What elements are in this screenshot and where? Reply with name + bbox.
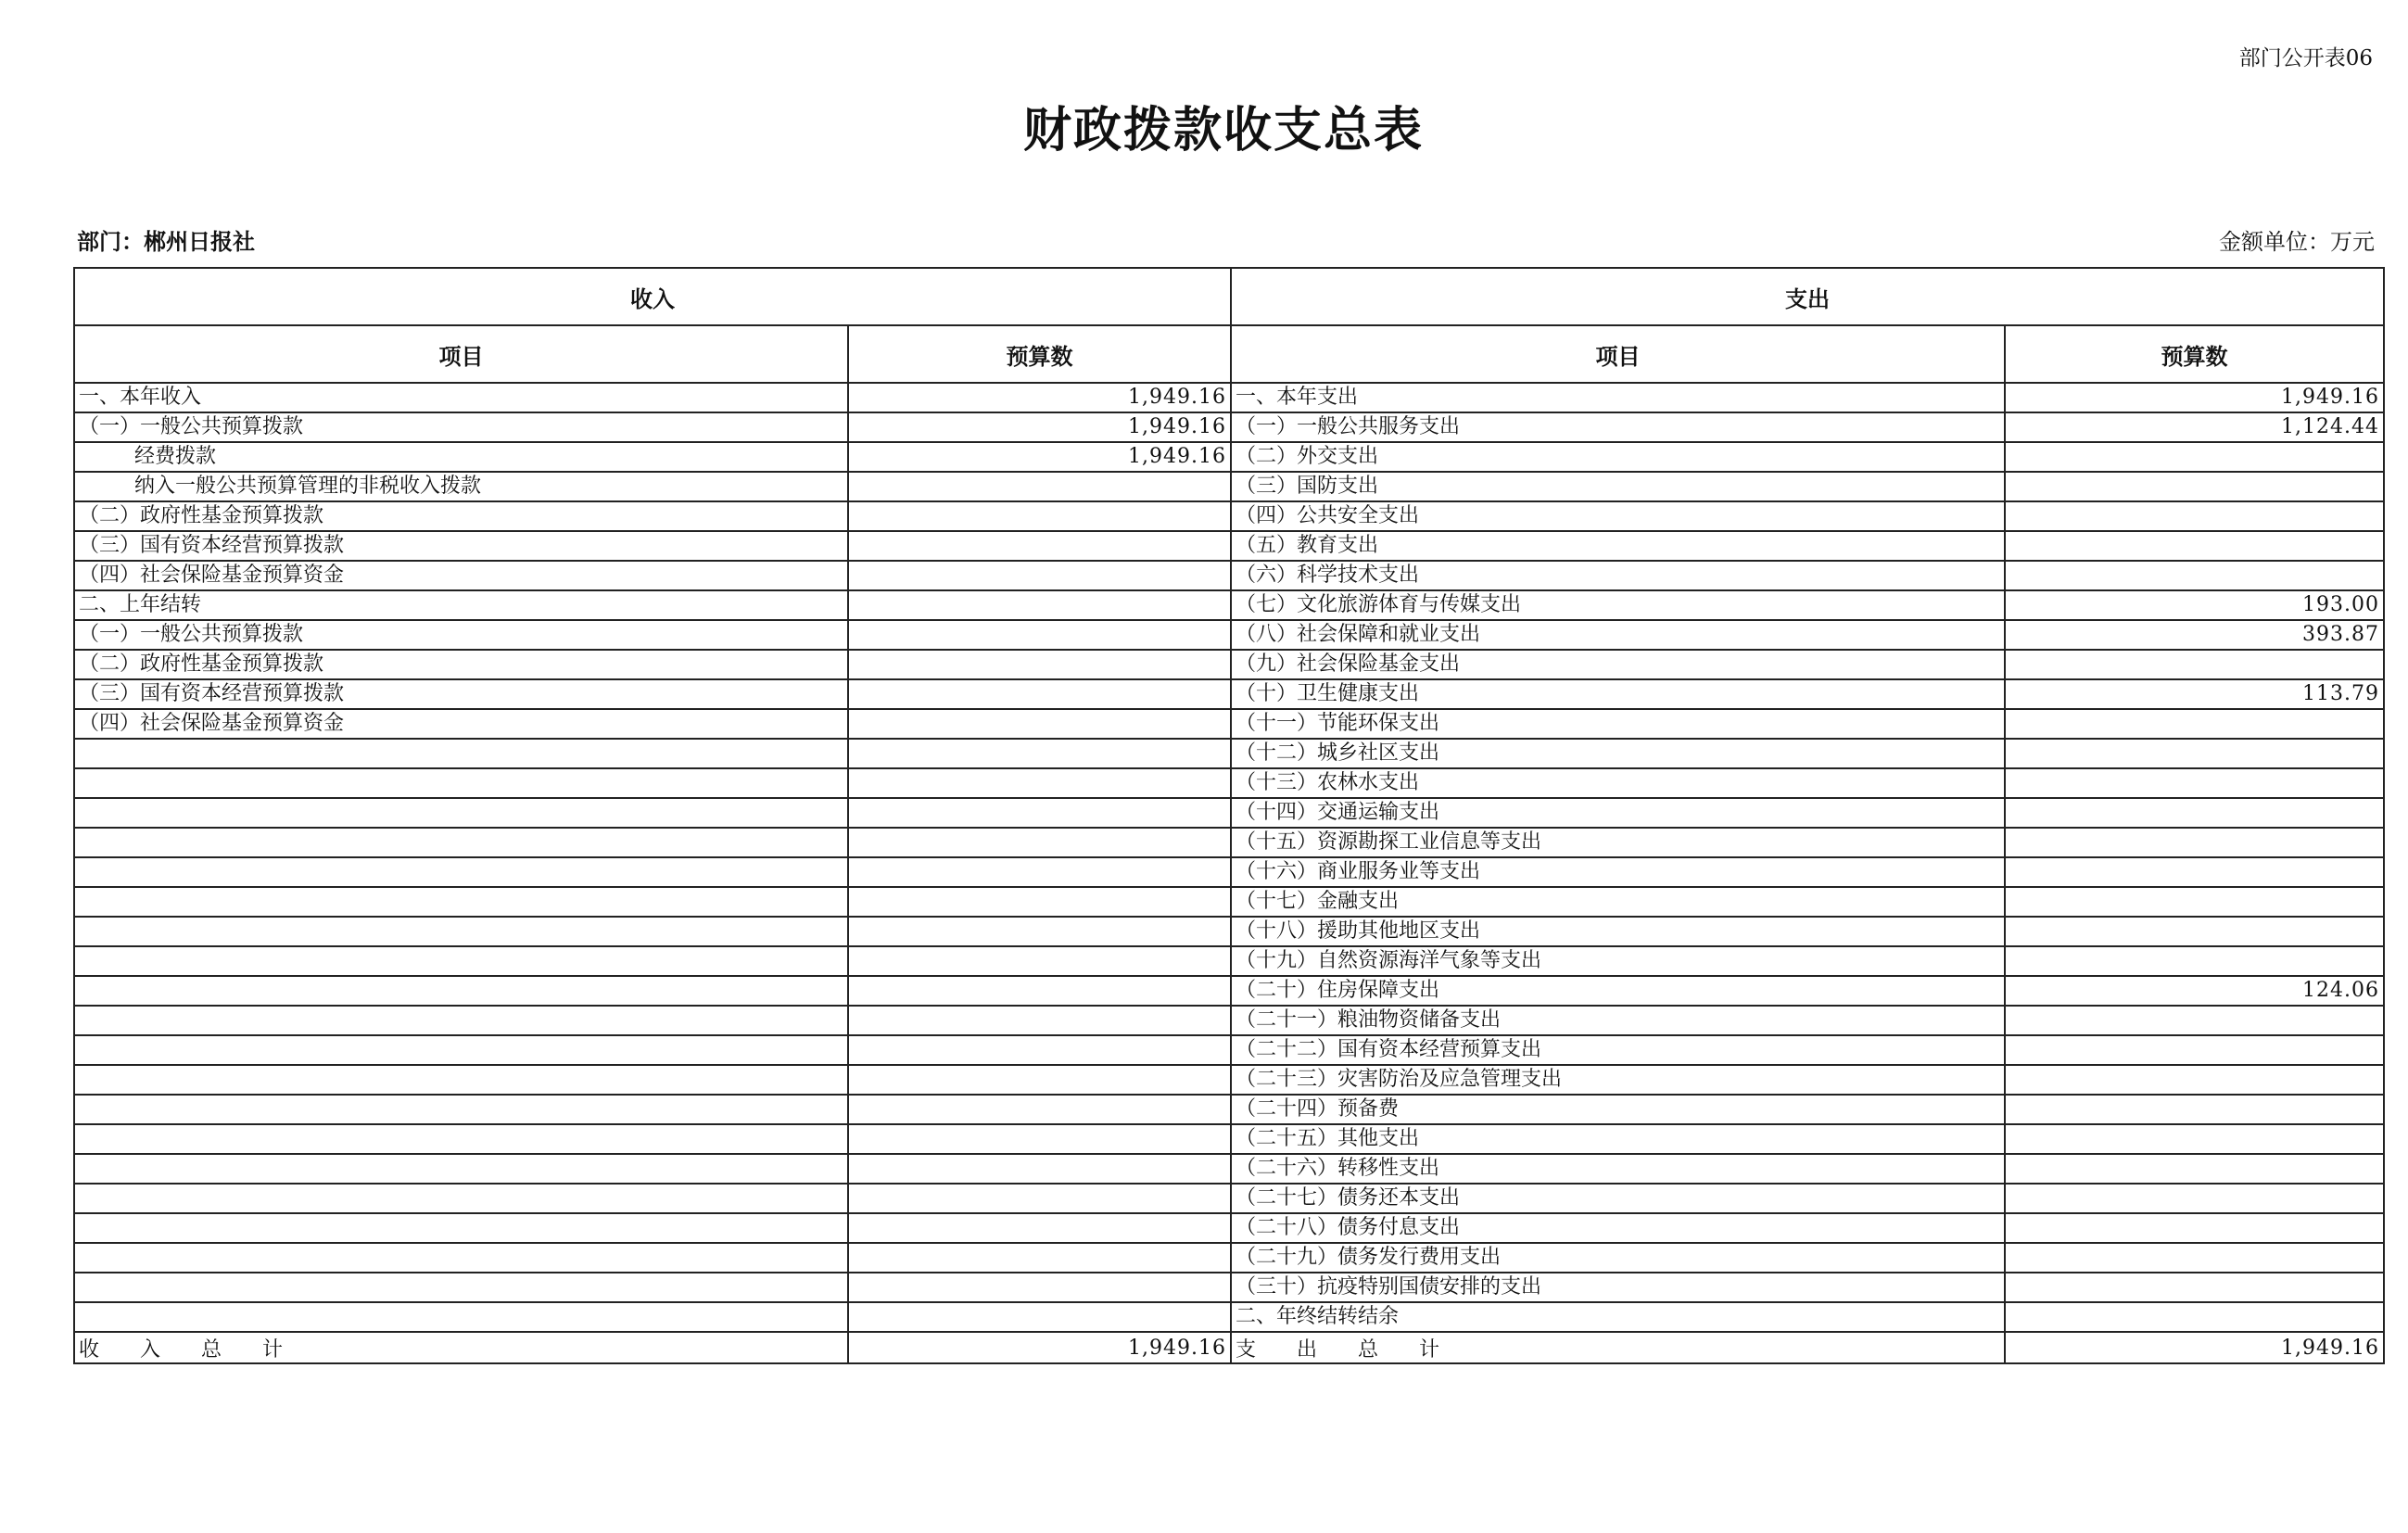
expense-budget-cell: 1,124.44	[2005, 412, 2384, 442]
income-item-cell: 一、本年收入	[74, 383, 848, 412]
expense-budget-cell	[2005, 709, 2384, 739]
expense-item-cell: （十九）自然资源海洋气象等支出	[1231, 946, 2005, 976]
income-budget-cell	[848, 917, 1231, 946]
expense-item-cell: （七）文化旅游体育与传媒支出	[1231, 590, 2005, 620]
expense-item-column-header: 项目	[1231, 325, 2005, 383]
table-row	[74, 1006, 2384, 1035]
expense-item-cell: （十六）商业服务业等支出	[1231, 857, 2005, 887]
income-item-cell	[74, 946, 848, 976]
expense-budget-cell	[2005, 561, 2384, 590]
income-budget-cell	[848, 1213, 1231, 1243]
income-item-cell: （一）一般公共预算拨款	[74, 412, 848, 442]
income-budget-cell	[848, 620, 1231, 650]
expense-item-cell: （三）国防支出	[1231, 472, 2005, 501]
income-item-cell	[74, 857, 848, 887]
income-budget-cell	[848, 1095, 1231, 1124]
income-item-cell	[74, 917, 848, 946]
expense-budget-cell	[2005, 1065, 2384, 1095]
expense-total-value: 1,949.16	[2005, 1332, 2384, 1363]
expense-budget-cell: 1,949.16	[2005, 383, 2384, 412]
table-row	[74, 501, 2384, 531]
income-item-cell	[74, 1124, 848, 1154]
table-row	[74, 709, 2384, 739]
table-row	[74, 561, 2384, 590]
income-budget-cell	[848, 946, 1231, 976]
expense-item-cell: （三十）抗疫特别国债安排的支出	[1231, 1273, 2005, 1302]
income-item-cell	[74, 768, 848, 798]
expense-budget-cell	[2005, 946, 2384, 976]
income-budget-cell	[848, 798, 1231, 828]
expense-item-cell: （二十七）债务还本支出	[1231, 1184, 2005, 1213]
income-budget-cell: 1,949.16	[848, 412, 1231, 442]
income-budget-cell	[848, 531, 1231, 561]
income-item-cell: 二、上年结转	[74, 590, 848, 620]
income-budget-cell: 1,949.16	[848, 383, 1231, 412]
income-item-cell: （三）国有资本经营预算拨款	[74, 531, 848, 561]
table-row	[74, 828, 2384, 857]
department-label: 部门：郴州日报社	[77, 228, 255, 255]
expense-item-cell: （十二）城乡社区支出	[1231, 739, 2005, 768]
page-title: 财政拨款收支总表	[1022, 102, 1424, 158]
expense-item-cell: （二十四）预备费	[1231, 1095, 2005, 1124]
expense-budget-cell	[2005, 1095, 2384, 1124]
total-row	[74, 1332, 2384, 1363]
income-budget-cell	[848, 1273, 1231, 1302]
expense-item-cell: （十）卫生健康支出	[1231, 679, 2005, 709]
income-budget-cell: 1,949.16	[848, 442, 1231, 472]
expense-budget-cell	[2005, 1302, 2384, 1332]
income-item-cell	[74, 1184, 848, 1213]
expense-budget-cell	[2005, 650, 2384, 679]
expense-budget-cell	[2005, 739, 2384, 768]
table-row	[74, 620, 2384, 650]
table-row	[74, 739, 2384, 768]
income-budget-cell	[848, 768, 1231, 798]
income-budget-cell	[848, 857, 1231, 887]
table-row	[74, 679, 2384, 709]
expense-budget-cell	[2005, 1124, 2384, 1154]
income-budget-cell	[848, 1006, 1231, 1035]
income-item-cell: 经费拨款	[74, 442, 848, 472]
table-row	[74, 1095, 2384, 1124]
income-item-cell: （二）政府性基金预算拨款	[74, 501, 848, 531]
income-budget-cell	[848, 650, 1231, 679]
income-budget-cell	[848, 561, 1231, 590]
budget-summary-table	[73, 267, 2385, 1364]
expense-item-cell: （五）教育支出	[1231, 531, 2005, 561]
expense-total-label: 支 出 总 计	[1231, 1332, 2005, 1363]
income-budget-column-header: 预算数	[848, 325, 1231, 383]
income-budget-cell	[848, 709, 1231, 739]
income-budget-cell	[848, 1035, 1231, 1065]
table-row	[74, 887, 2384, 917]
table-row	[74, 1154, 2384, 1184]
income-item-cell	[74, 1095, 848, 1124]
table-row	[74, 768, 2384, 798]
expense-item-cell: （十五）资源勘探工业信息等支出	[1231, 828, 2005, 857]
income-budget-cell	[848, 976, 1231, 1006]
expense-budget-cell	[2005, 1184, 2384, 1213]
table-row	[74, 383, 2384, 412]
expense-budget-cell	[2005, 1035, 2384, 1065]
expense-item-cell: （二十五）其他支出	[1231, 1124, 2005, 1154]
table-row	[74, 1273, 2384, 1302]
table-row	[74, 1213, 2384, 1243]
table-row	[74, 650, 2384, 679]
table-row	[74, 472, 2384, 501]
table-row	[74, 1065, 2384, 1095]
expense-budget-cell: 193.00	[2005, 590, 2384, 620]
expense-item-cell: （十四）交通运输支出	[1231, 798, 2005, 828]
expense-budget-cell	[2005, 531, 2384, 561]
expense-budget-cell	[2005, 442, 2384, 472]
table-row	[74, 798, 2384, 828]
income-budget-cell	[848, 590, 1231, 620]
income-item-cell	[74, 1273, 848, 1302]
table-body	[74, 383, 2384, 1332]
income-budget-cell	[848, 1065, 1231, 1095]
income-budget-cell	[848, 679, 1231, 709]
expense-item-cell: （二十一）粮油物资储备支出	[1231, 1006, 2005, 1035]
income-item-cell	[74, 1006, 848, 1035]
income-item-cell: （四）社会保险基金预算资金	[74, 561, 848, 590]
table-row	[74, 442, 2384, 472]
income-item-cell: 纳入一般公共预算管理的非税收入拨款	[74, 472, 848, 501]
amount-unit-label: 金额单位：万元	[2219, 229, 2375, 255]
table-row	[74, 590, 2384, 620]
expense-item-cell: （二十二）国有资本经营预算支出	[1231, 1035, 2005, 1065]
table-row	[74, 1243, 2384, 1273]
expense-item-cell: （十七）金融支出	[1231, 887, 2005, 917]
expense-budget-column-header: 预算数	[2005, 325, 2384, 383]
income-item-cell	[74, 1213, 848, 1243]
expense-item-cell: （四）公共安全支出	[1231, 501, 2005, 531]
income-item-cell: （一）一般公共预算拨款	[74, 620, 848, 650]
expense-item-cell: （二十三）灾害防治及应急管理支出	[1231, 1065, 2005, 1095]
form-code: 部门公开表06	[2238, 46, 2373, 70]
expense-budget-cell	[2005, 917, 2384, 946]
expense-item-cell: 二、年终结转结余	[1231, 1302, 2005, 1332]
expense-item-cell: （六）科学技术支出	[1231, 561, 2005, 590]
table-row	[74, 946, 2384, 976]
income-budget-cell	[848, 472, 1231, 501]
expense-section-header: 支出	[1231, 268, 2384, 325]
table-row	[74, 1124, 2384, 1154]
expense-budget-cell	[2005, 768, 2384, 798]
table-row	[74, 857, 2384, 887]
expense-item-cell: （十一）节能环保支出	[1231, 709, 2005, 739]
income-item-cell	[74, 1154, 848, 1184]
income-item-cell	[74, 828, 848, 857]
income-item-cell	[74, 798, 848, 828]
income-budget-cell	[848, 739, 1231, 768]
expense-item-cell: （二十九）债务发行费用支出	[1231, 1243, 2005, 1273]
expense-budget-cell	[2005, 1154, 2384, 1184]
expense-budget-cell	[2005, 828, 2384, 857]
expense-budget-cell: 124.06	[2005, 976, 2384, 1006]
table-row	[74, 917, 2384, 946]
expense-item-cell: （八）社会保障和就业支出	[1231, 620, 2005, 650]
income-total-label: 收 入 总 计	[74, 1332, 848, 1363]
expense-budget-cell	[2005, 1273, 2384, 1302]
table-row	[74, 531, 2384, 561]
income-budget-cell	[848, 828, 1231, 857]
income-item-cell	[74, 1035, 848, 1065]
expense-budget-cell	[2005, 501, 2384, 531]
expense-budget-cell	[2005, 798, 2384, 828]
expense-item-cell: （二）外交支出	[1231, 442, 2005, 472]
expense-item-cell: 一、本年支出	[1231, 383, 2005, 412]
income-total-value: 1,949.16	[848, 1332, 1231, 1363]
expense-item-cell: （二十八）债务付息支出	[1231, 1213, 2005, 1243]
income-item-cell: （三）国有资本经营预算拨款	[74, 679, 848, 709]
expense-budget-cell	[2005, 1243, 2384, 1273]
income-budget-cell	[848, 501, 1231, 531]
expense-budget-cell	[2005, 1006, 2384, 1035]
table-row	[74, 412, 2384, 442]
expense-item-cell: （一）一般公共服务支出	[1231, 412, 2005, 442]
expense-item-cell: （九）社会保险基金支出	[1231, 650, 2005, 679]
expense-item-cell: （十三）农林水支出	[1231, 768, 2005, 798]
expense-budget-cell	[2005, 857, 2384, 887]
expense-item-cell: （十八）援助其他地区支出	[1231, 917, 2005, 946]
expense-item-cell: （二十）住房保障支出	[1231, 976, 2005, 1006]
expense-budget-cell	[2005, 1213, 2384, 1243]
table-row	[74, 1184, 2384, 1213]
table-row	[74, 976, 2384, 1006]
income-item-cell	[74, 887, 848, 917]
table-row	[74, 1302, 2384, 1332]
income-budget-cell	[848, 1302, 1231, 1332]
income-budget-cell	[848, 1124, 1231, 1154]
income-budget-cell	[848, 1184, 1231, 1213]
table-row	[74, 1035, 2384, 1065]
income-item-cell	[74, 1243, 848, 1273]
income-item-cell: （四）社会保险基金预算资金	[74, 709, 848, 739]
income-budget-cell	[848, 1243, 1231, 1273]
income-item-cell	[74, 976, 848, 1006]
income-section-header: 收入	[74, 268, 1231, 325]
expense-budget-cell: 113.79	[2005, 679, 2384, 709]
income-item-cell	[74, 1065, 848, 1095]
income-item-cell	[74, 1302, 848, 1332]
expense-item-cell: （二十六）转移性支出	[1231, 1154, 2005, 1184]
income-item-cell: （二）政府性基金预算拨款	[74, 650, 848, 679]
income-item-cell	[74, 739, 848, 768]
expense-budget-cell	[2005, 472, 2384, 501]
income-budget-cell	[848, 887, 1231, 917]
income-item-column-header: 项目	[74, 325, 848, 383]
income-budget-cell	[848, 1154, 1231, 1184]
expense-budget-cell	[2005, 887, 2384, 917]
expense-budget-cell: 393.87	[2005, 620, 2384, 650]
